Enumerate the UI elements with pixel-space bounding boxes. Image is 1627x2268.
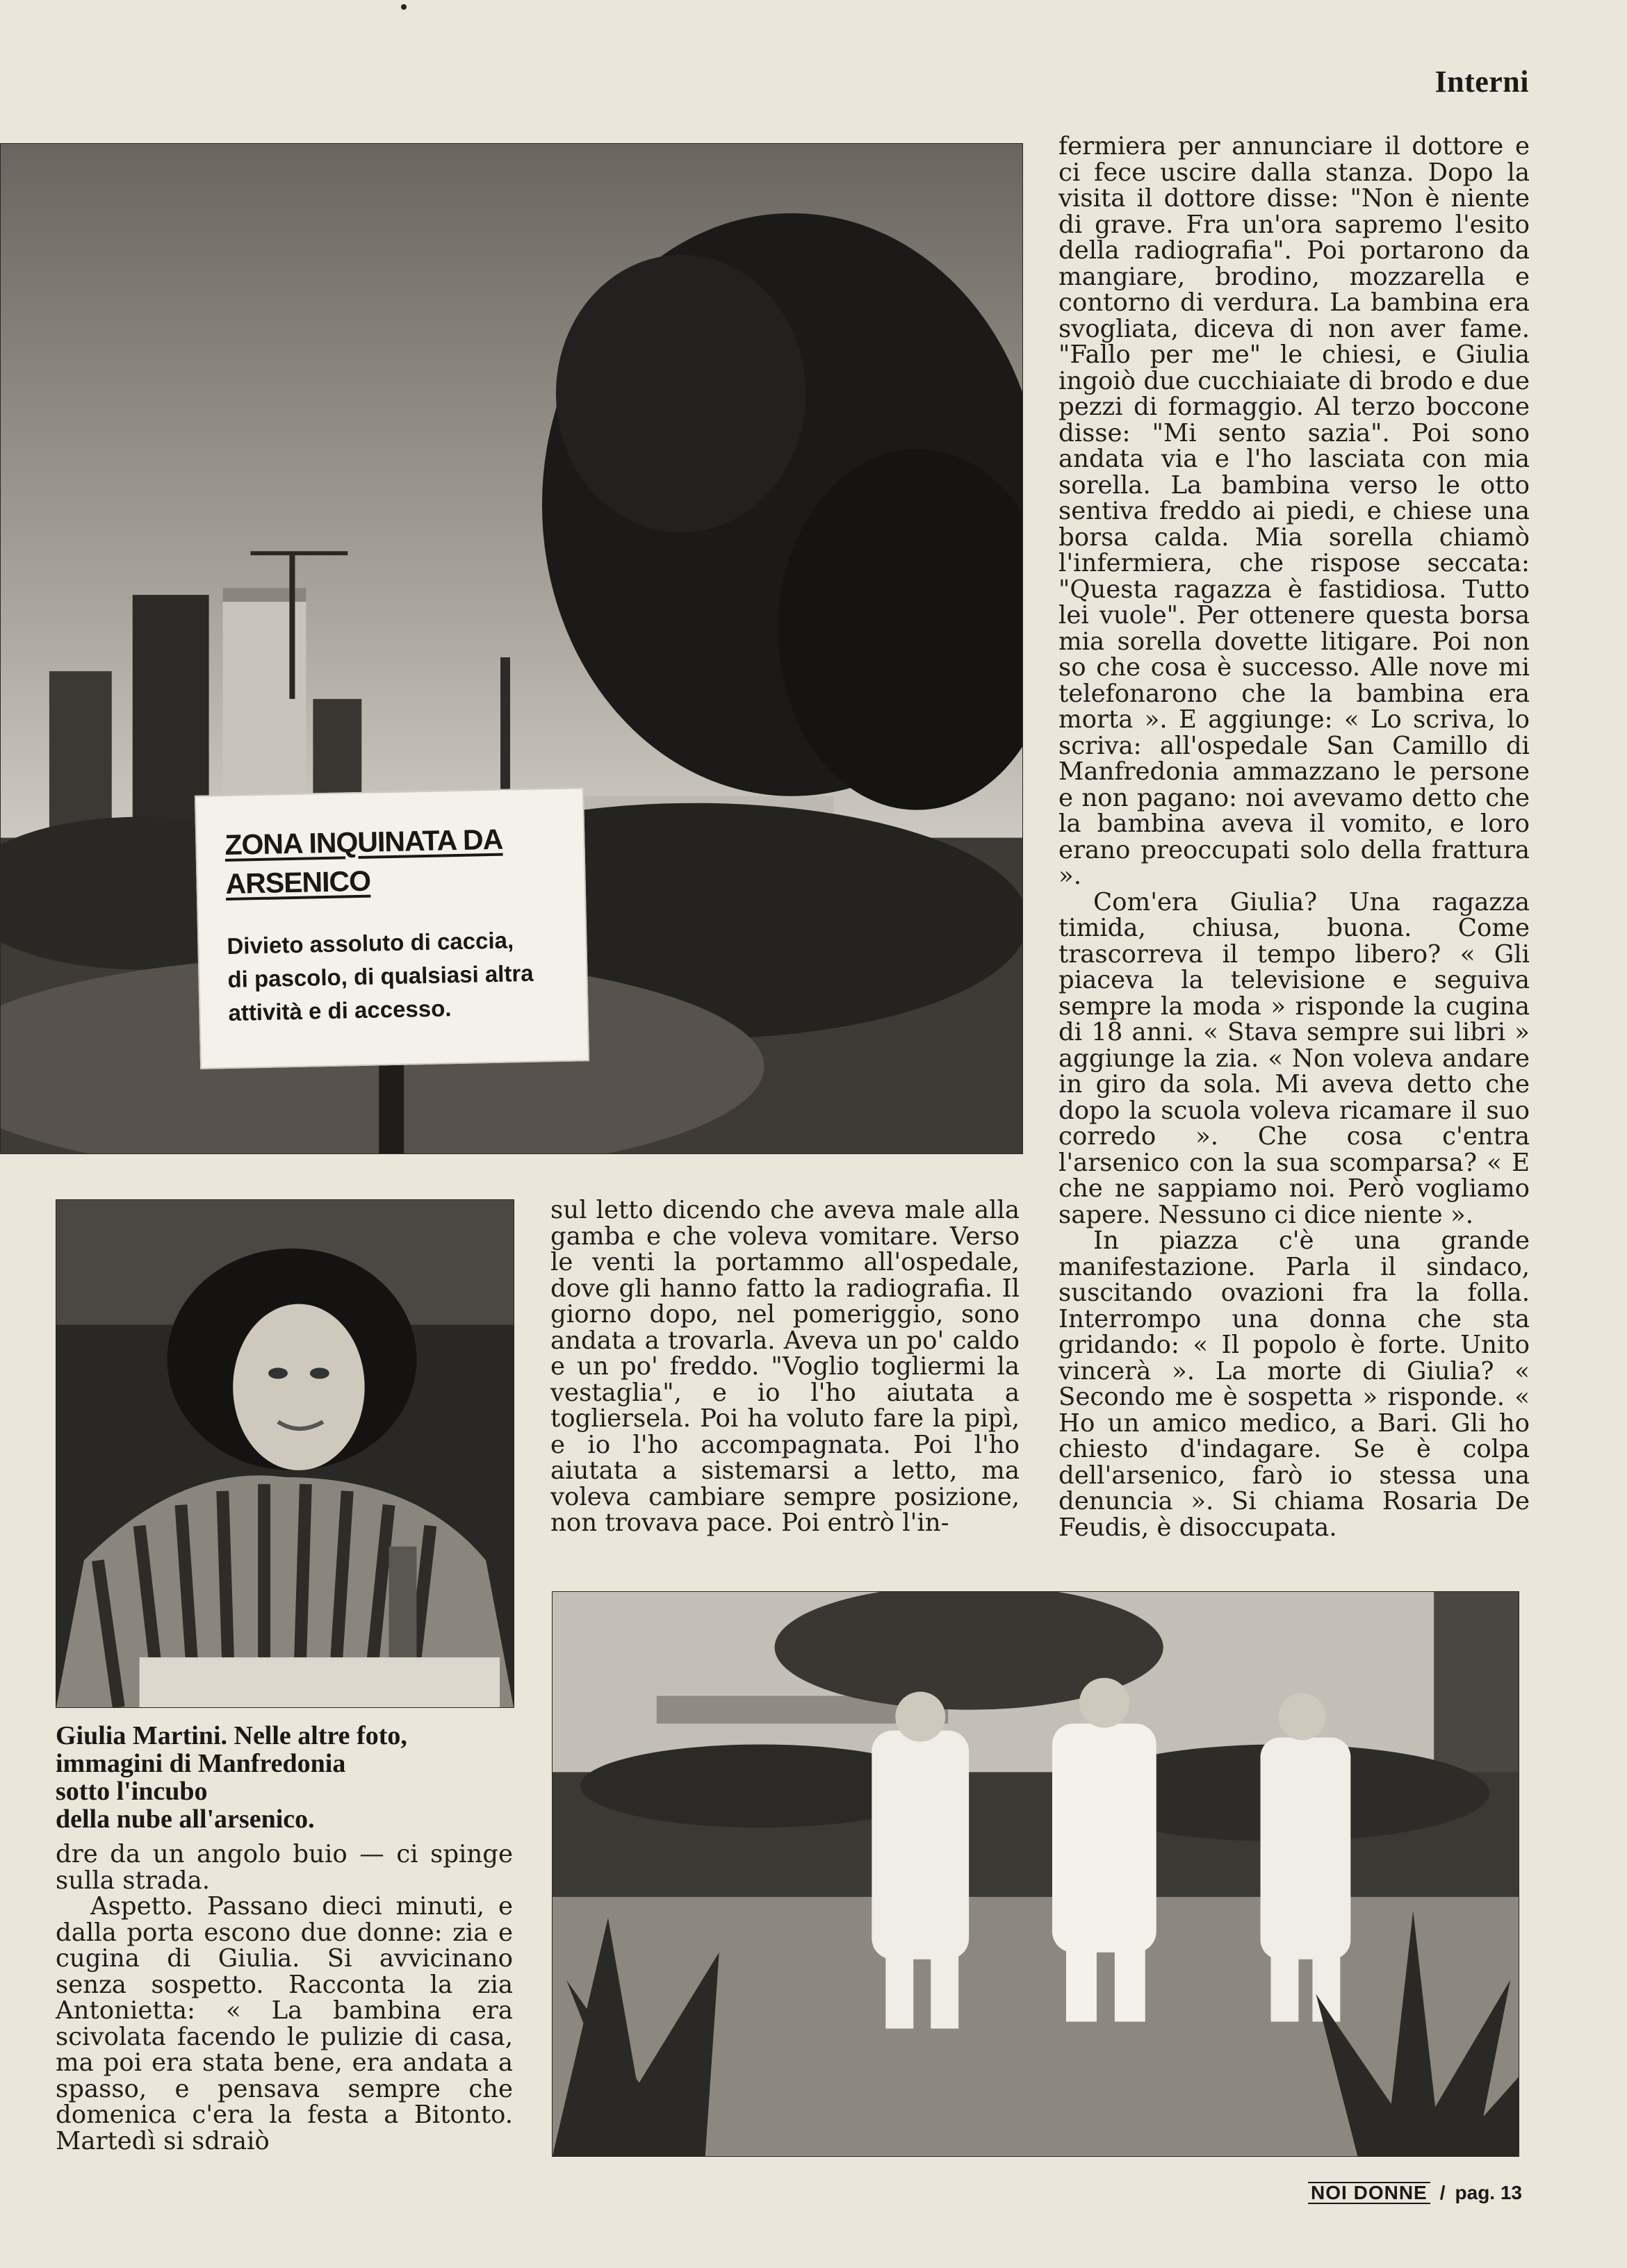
photo-giulia-martini <box>56 1199 514 1708</box>
sign-title: ZONA INQUINATA DA ARSENICO <box>224 823 503 900</box>
photo-arsenic-zone <box>0 143 1023 1154</box>
page-footer <box>1258 2179 1522 2207</box>
warning-sign <box>195 787 589 1069</box>
page-top-mark <box>401 4 407 10</box>
caption-line-3: sotto l'incubo <box>56 1777 208 1806</box>
paragraph: Com'era Giulia? Una ragazza timida, chiusa, buona. Come trascorreva il tempo libero? « Gli piaceva la televisione e seguiva sempre la moda » risponde la cugina di 18 anni. « Stava sempre sui libri » aggiunge la zia. « Non voleva andare in giro da sola. Mi aveva detto che dopo la scuola voleva ricamare il suo corredo ». Che cosa c'entra l'arsenico con la sua scomparsa? « E che ne sappiamo noi. Però vogliamo sapere. Nessuno ci dice niente ». <box>1058 887 1530 1229</box>
caption-line-4: della nube all'arsenico. <box>56 1805 315 1834</box>
paragraph: fermiera per annunciare il dottore e ci fece uscire dalla stanza. Dopo la visita il dottore disse: "Non è niente di grave. Fra un'ora sapremo l'esito della radiografia". Poi portarono da mangiare, brodino, mozzarella e contorno di verdura. La bambina era svogliata, diceva di non aver fame. "Fallo per me" le chiesi, e Giulia ingoiò due cucchiaiate di brodo e due pezzi di formaggio. Al terzo boccone disse: "Mi sento sazia". Poi sono andata via e l'ho lasciata con mia sorella. La bambina verso le otto sentiva freddo ai piedi, e chiese una borsa calda. Mia sorella chiamò l'infermiera, che rispose seccata: "Questa ragazza è fastidiosa. Tutto lei vuole". Per ottenere questa borsa mia sorella dovette litigare. Poi non so che cosa è successo. Alle nove mi telefonarono che la bambina era morta ». E aggiunge: « Lo scriva, lo scriva: all'ospedale San Camillo di Manfredonia ammazzano le persone e non pagano: noi avevamo detto che la bambina aveva il vomito, e loro erano preoccupati solo della frattura ». <box>1058 132 1530 890</box>
paragraph: sul letto dicendo che aveva male alla gamba e che voleva vomitare. Verso le venti la portammo all'ospedale, dove gli hanno fatto la radiografia. Il giorno dopo, nel pomeriggio, sono andata a trovarla. Aveva un po' caldo e un po' freddo. "Voglio togliermi la vestaglia", e io l'ho aiutata a togliersela. Poi ha voluto fare la pipì, e io l'ho accompagnata. Poi l'ho aiutata a sistemarsi a letto, ma voleva cambiare sempre posizione, non trovava pace. Poi entrò l'in- <box>550 1196 1020 1537</box>
paragraph: Aspetto. Passano dieci minuti, e dalla porta escono due donne: zia e cugina di Giulia. Si avvicinano senza sospetto. Racconta la zia Antonietta: « La bambina era scivolata facendo le pulizie di casa, ma poi era stata bene, era andata a spasso, e pensava sempre che domenica c'era la festa a Bitonto. Martedì si sdraiò <box>56 1892 513 2155</box>
magazine-logo: NOI DONNE <box>1308 2182 1430 2204</box>
sign-line-1: Divieto assoluto di caccia, <box>227 927 514 959</box>
article-column-middle <box>550 1197 1020 1536</box>
page-number: pag. 13 <box>1455 2182 1522 2203</box>
photo-caption <box>56 1722 500 1833</box>
sign-line-2: di pascolo, di qualsiasi altra <box>227 960 534 992</box>
paragraph: In piazza c'è una grande manifestazione. Parla il sindaco, suscitando ovazioni fra la folla. Interrompo una donna che sta gridando: « Il popolo è forte. Unito vincerà ». La morte di Giulia? « Secondo me è sospetta » risponde. « Ho un amico medico, a Bari. Gli ho chiesto d'indagare. Se è colpa dell'arsenico, farò io stessa una denuncia ». Si chiama Rosaria De Feudis, è disoccupata. <box>1058 1226 1530 1542</box>
article-column-right <box>1058 133 1530 1540</box>
caption-line-2: immagini di Manfredonia <box>56 1749 346 1778</box>
photo-protective-suits <box>552 1591 1519 2157</box>
section-title: Interni <box>1434 65 1529 99</box>
article-column-left <box>56 1841 513 2154</box>
footer-separator: / <box>1439 2182 1446 2203</box>
paragraph: dre da un angolo buio — ci spinge sulla strada. <box>56 1840 513 1895</box>
sign-line-3: attività e di accesso. <box>228 995 452 1026</box>
caption-line-1: Giulia Martini. Nelle altre foto, <box>56 1721 407 1750</box>
